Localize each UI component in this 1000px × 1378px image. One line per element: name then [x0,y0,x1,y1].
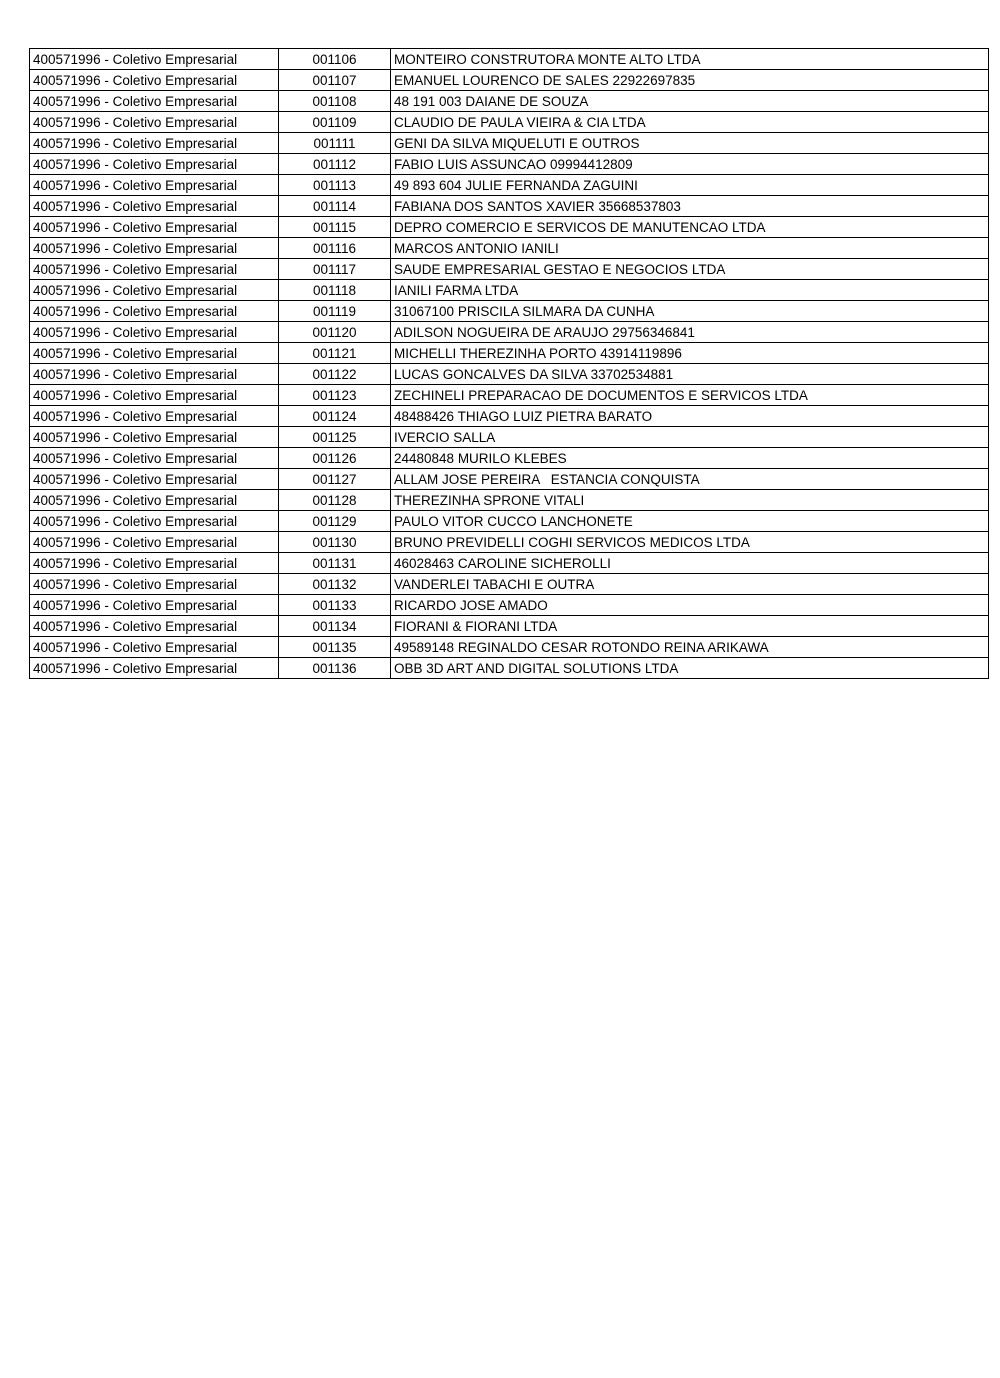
table-row [30,175,989,196]
name-cell: IANILI FARMA LTDA [391,280,989,301]
table-row [30,553,989,574]
code-cell: 001113 [279,175,391,196]
contract-cell: 400571996 - Coletivo Empresarial [30,280,279,301]
code-cell: 001130 [279,532,391,553]
table-row [30,280,989,301]
table-row [30,364,989,385]
contract-cell: 400571996 - Coletivo Empresarial [30,133,279,154]
name-cell: 24480848 MURILO KLEBES [391,448,989,469]
name-cell: 46028463 CAROLINE SICHEROLLI [391,553,989,574]
contract-cell: 400571996 - Coletivo Empresarial [30,91,279,112]
name-cell: ADILSON NOGUEIRA DE ARAUJO 29756346841 [391,322,989,343]
name-cell: BRUNO PREVIDELLI COGHI SERVICOS MEDICOS LTDA [391,532,989,553]
table-row [30,574,989,595]
code-cell: 001125 [279,427,391,448]
table-row [30,112,989,133]
table-row [30,511,989,532]
name-cell: FABIO LUIS ASSUNCAO 09994412809 [391,154,989,175]
contract-cell: 400571996 - Coletivo Empresarial [30,427,279,448]
table-row [30,385,989,406]
table-row [30,658,989,679]
contract-cell: 400571996 - Coletivo Empresarial [30,637,279,658]
contract-cell: 400571996 - Coletivo Empresarial [30,49,279,70]
code-cell: 001115 [279,217,391,238]
contract-cell: 400571996 - Coletivo Empresarial [30,322,279,343]
code-cell: 001114 [279,196,391,217]
table-row [30,196,989,217]
contract-cell: 400571996 - Coletivo Empresarial [30,574,279,595]
contract-cell: 400571996 - Coletivo Empresarial [30,511,279,532]
code-cell: 001132 [279,574,391,595]
table-row [30,49,989,70]
code-cell: 001123 [279,385,391,406]
name-cell: FIORANI & FIORANI LTDA [391,616,989,637]
name-cell: FABIANA DOS SANTOS XAVIER 35668537803 [391,196,989,217]
name-cell: IVERCIO SALLA [391,427,989,448]
contract-cell: 400571996 - Coletivo Empresarial [30,196,279,217]
table-row [30,490,989,511]
contract-cell: 400571996 - Coletivo Empresarial [30,301,279,322]
code-cell: 001133 [279,595,391,616]
code-cell: 001128 [279,490,391,511]
table-row [30,238,989,259]
code-cell: 001112 [279,154,391,175]
code-cell: 001111 [279,133,391,154]
code-cell: 001120 [279,322,391,343]
contract-cell: 400571996 - Coletivo Empresarial [30,616,279,637]
name-cell: 31067100 PRISCILA SILMARA DA CUNHA [391,301,989,322]
code-cell: 001136 [279,658,391,679]
name-cell: MARCOS ANTONIO IANILI [391,238,989,259]
name-cell: DEPRO COMERCIO E SERVICOS DE MANUTENCAO LTDA [391,217,989,238]
code-cell: 001121 [279,343,391,364]
contract-cell: 400571996 - Coletivo Empresarial [30,532,279,553]
table-row [30,133,989,154]
contract-cell: 400571996 - Coletivo Empresarial [30,553,279,574]
code-cell: 001124 [279,406,391,427]
code-cell: 001107 [279,70,391,91]
table-row [30,217,989,238]
table-row [30,301,989,322]
table-row [30,70,989,91]
contract-cell: 400571996 - Coletivo Empresarial [30,259,279,280]
contract-cell: 400571996 - Coletivo Empresarial [30,112,279,133]
table-row [30,406,989,427]
contract-cell: 400571996 - Coletivo Empresarial [30,385,279,406]
contract-cell: 400571996 - Coletivo Empresarial [30,343,279,364]
name-cell: MONTEIRO CONSTRUTORA MONTE ALTO LTDA [391,49,989,70]
code-cell: 001109 [279,112,391,133]
name-cell: PAULO VITOR CUCCO LANCHONETE [391,511,989,532]
code-cell: 001131 [279,553,391,574]
name-cell: 49 893 604 JULIE FERNANDA ZAGUINI [391,175,989,196]
name-cell: RICARDO JOSE AMADO [391,595,989,616]
table-row [30,343,989,364]
name-cell: VANDERLEI TABACHI E OUTRA [391,574,989,595]
company-table [29,48,989,679]
name-cell: SAUDE EMPRESARIAL GESTAO E NEGOCIOS LTDA [391,259,989,280]
table-row [30,91,989,112]
code-cell: 001117 [279,259,391,280]
name-cell: ALLAM JOSE PEREIRA ESTANCIA CONQUISTA [391,469,989,490]
code-cell: 001134 [279,616,391,637]
code-cell: 001122 [279,364,391,385]
table-row [30,259,989,280]
name-cell: LUCAS GONCALVES DA SILVA 33702534881 [391,364,989,385]
contract-cell: 400571996 - Coletivo Empresarial [30,448,279,469]
code-cell: 001127 [279,469,391,490]
name-cell: OBB 3D ART AND DIGITAL SOLUTIONS LTDA [391,658,989,679]
name-cell: 48488426 THIAGO LUIZ PIETRA BARATO [391,406,989,427]
contract-cell: 400571996 - Coletivo Empresarial [30,217,279,238]
code-cell: 001135 [279,637,391,658]
contract-cell: 400571996 - Coletivo Empresarial [30,595,279,616]
table-body [30,49,989,679]
name-cell: MICHELLI THEREZINHA PORTO 43914119896 [391,343,989,364]
code-cell: 001116 [279,238,391,259]
contract-cell: 400571996 - Coletivo Empresarial [30,154,279,175]
contract-cell: 400571996 - Coletivo Empresarial [30,490,279,511]
code-cell: 001106 [279,49,391,70]
contract-cell: 400571996 - Coletivo Empresarial [30,175,279,196]
name-cell: 49589148 REGINALDO CESAR ROTONDO REINA ARIKAWA [391,637,989,658]
table-row [30,322,989,343]
table-row [30,448,989,469]
table-row [30,595,989,616]
table-row [30,637,989,658]
table-row [30,469,989,490]
table-row [30,154,989,175]
code-cell: 001108 [279,91,391,112]
code-cell: 001129 [279,511,391,532]
name-cell: CLAUDIO DE PAULA VIEIRA & CIA LTDA [391,112,989,133]
name-cell: EMANUEL LOURENCO DE SALES 22922697835 [391,70,989,91]
table-row [30,616,989,637]
name-cell: 48 191 003 DAIANE DE SOUZA [391,91,989,112]
contract-cell: 400571996 - Coletivo Empresarial [30,364,279,385]
contract-cell: 400571996 - Coletivo Empresarial [30,469,279,490]
table-row [30,532,989,553]
name-cell: THEREZINHA SPRONE VITALI [391,490,989,511]
contract-cell: 400571996 - Coletivo Empresarial [30,238,279,259]
code-cell: 001126 [279,448,391,469]
contract-cell: 400571996 - Coletivo Empresarial [30,406,279,427]
contract-cell: 400571996 - Coletivo Empresarial [30,658,279,679]
code-cell: 001118 [279,280,391,301]
table-row [30,427,989,448]
code-cell: 001119 [279,301,391,322]
name-cell: ZECHINELI PREPARACAO DE DOCUMENTOS E SERVICOS LTDA [391,385,989,406]
name-cell: GENI DA SILVA MIQUELUTI E OUTROS [391,133,989,154]
contract-cell: 400571996 - Coletivo Empresarial [30,70,279,91]
